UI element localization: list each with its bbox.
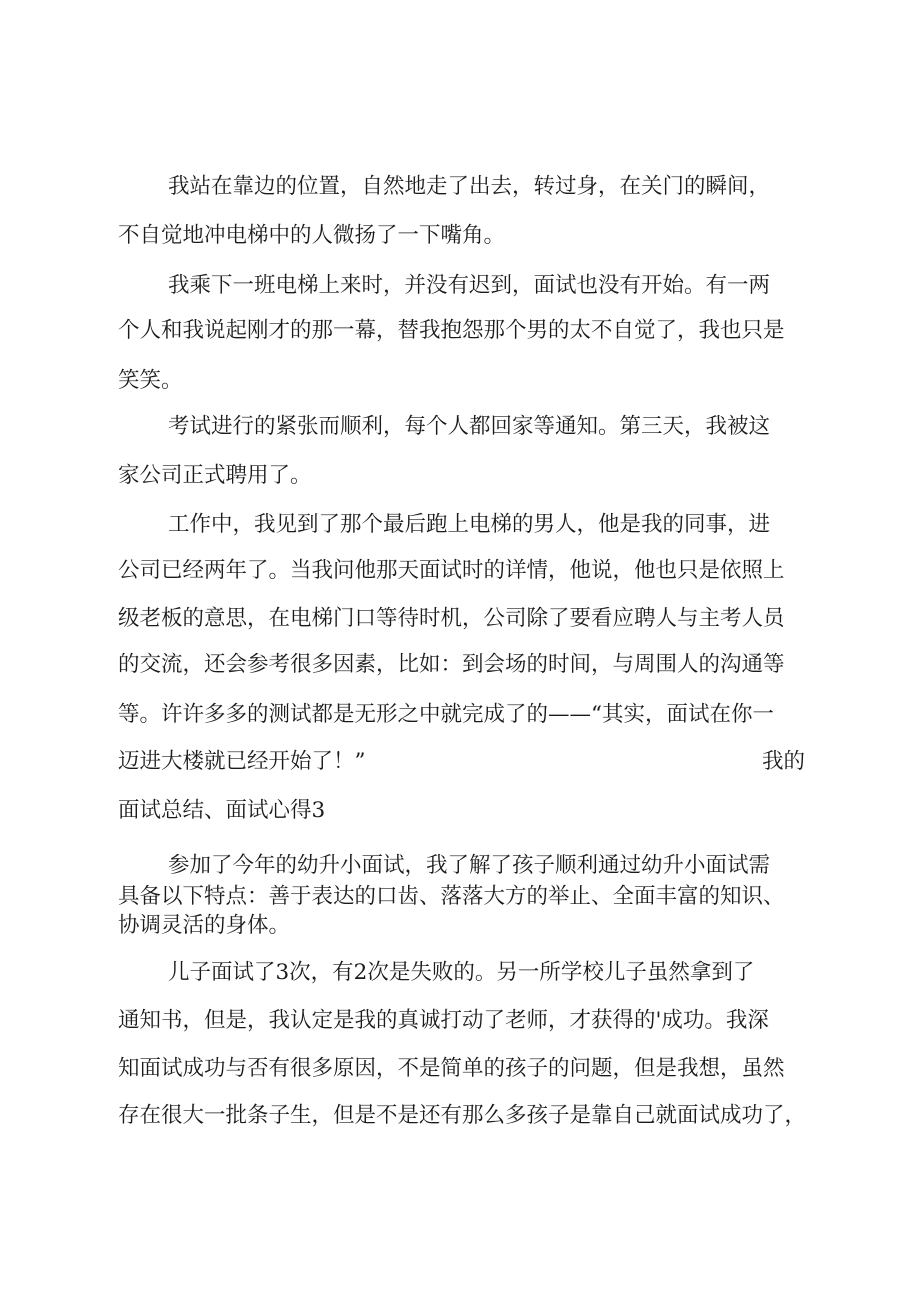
paragraph-line: 知面试成功与否有很多原因，不是简单的孩子的问题，但是我想，虽然 (118, 1056, 785, 1081)
paragraph-line: 不自觉地冲电梯中的人微扬了一下嘴角。 (118, 223, 506, 248)
paragraph-line: 我的 (762, 749, 806, 774)
paragraph-line: 考试进行的紧张而顺利，每个人都回家等通知。第三天，我被这 (168, 414, 771, 439)
section-heading: 面试总结、面试心得3 (118, 798, 326, 823)
paragraph-line: 工作中，我见到了那个最后跑上电梯的男人，他是我的同事，进 (168, 512, 771, 537)
paragraph-line: 公司已经两年了。当我问他那天面试时的详情，他说，他也只是依照上 (118, 558, 785, 583)
paragraph-line: 协调灵活的身体。 (118, 913, 291, 938)
paragraph-line: 迈进大楼就已经开始了！” (118, 749, 366, 774)
paragraph-line: 个人和我说起刚才的那一幕，替我抱怨那个男的太不自觉了，我也只是 (118, 318, 785, 343)
paragraph-line: 我站在靠边的位置，自然地走了出去，转过身，在关门的瞬间， (168, 174, 771, 199)
paragraph-line: 我乘下一班电梯上来时，并没有迟到，面试也没有开始。有一两 (168, 273, 771, 298)
paragraph-line: 儿子面试了3次，有2次是失败的。另一所学校儿子虽然拿到了 (168, 960, 755, 985)
paragraph-line: 的交流，还会参考很多因素，比如：到会场的时间，与周围人的沟通等 (118, 652, 785, 677)
paragraph-line: 级老板的意思，在电梯门口等待时机，公司除了要看应聘人与主考人员 (118, 606, 785, 631)
paragraph-line: 家公司正式聘用了。 (118, 463, 312, 488)
paragraph-line: 笑笑。 (118, 368, 183, 393)
paragraph-line: 等。许许多多的测试都是无形之中就完成了的——“其实，面试在你一 (118, 702, 774, 727)
paragraph-line: 通知书，但是，我认定是我的真诚打动了老师，才获得的'成功。我深 (118, 1008, 769, 1033)
paragraph-line: 存在很大一批条子生，但是不是还有那么多孩子是靠自己就面试成功了， (118, 1103, 807, 1128)
paragraph-line: 具备以下特点：善于表达的口齿、落落大方的举止、全面丰富的知识、 (118, 884, 785, 909)
paragraph-line: 参加了今年的幼升小面试，我了解了孩子顺利通过幼升小面试需 (168, 853, 771, 878)
